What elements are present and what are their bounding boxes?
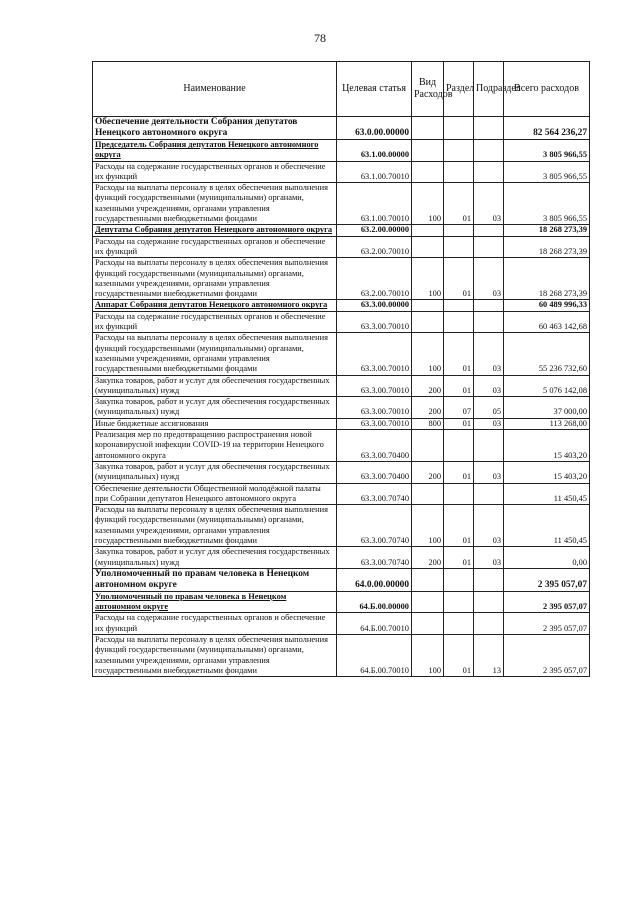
cell-section: [444, 430, 474, 462]
cell-section: [444, 613, 474, 635]
table-row: [93, 418, 590, 429]
cell-target-article: 63.2.00.70010: [337, 236, 412, 258]
cell-total: 11 450,45: [504, 483, 590, 505]
cell-subsection: [474, 225, 504, 236]
header-expense-type: Вид Расходов: [412, 62, 444, 117]
cell-subsection: [474, 591, 504, 613]
cell-name: Реализация мер по предотвращению распространения новой коронавирусной инфекции COVID-19 на территории Ненецкого автономного округа: [93, 430, 337, 462]
cell-section: 01: [444, 505, 474, 547]
cell-total: 0,00: [504, 547, 590, 569]
cell-expense-type: 800: [412, 418, 444, 429]
cell-expense-type: [412, 225, 444, 236]
cell-expense-type: [412, 311, 444, 333]
cell-name: Уполномоченный по правам человека в Ненецком автономном округе: [93, 591, 337, 613]
table-row: [93, 635, 590, 677]
table-row: [93, 613, 590, 635]
header-subsection: Подраздел: [474, 62, 504, 117]
cell-section: [444, 140, 474, 162]
cell-name: Обеспечение деятельности Общественной молодёжной палаты при Собрании депутатов Ненецкого автономного округа: [93, 483, 337, 505]
cell-total: 3 805 966,55: [504, 140, 590, 162]
cell-expense-type: 100: [412, 183, 444, 225]
cell-section: [444, 300, 474, 311]
cell-target-article: 64.Б.00.00000: [337, 591, 412, 613]
cell-subsection: [474, 311, 504, 333]
cell-expense-type: [412, 140, 444, 162]
cell-section: 01: [444, 333, 474, 375]
cell-subsection: [474, 483, 504, 505]
header-total: Всего расходов: [504, 62, 590, 117]
cell-target-article: 63.3.00.70010: [337, 375, 412, 397]
table-row: [93, 568, 590, 591]
cell-expense-type: [412, 483, 444, 505]
cell-expense-type: 100: [412, 258, 444, 300]
cell-section: [444, 117, 474, 140]
cell-name: Расходы на содержание государственных органов и обеспечение их функций: [93, 236, 337, 258]
cell-total: 60 463 142,68: [504, 311, 590, 333]
table-row: [93, 140, 590, 162]
cell-name: Закупка товаров, работ и услуг для обеспечения государственных (муниципальных) нужд: [93, 397, 337, 419]
cell-name: Уполномоченный по правам человека в Ненецком автономном округе: [93, 568, 337, 591]
cell-section: 01: [444, 418, 474, 429]
header-name: Наименование: [93, 62, 337, 117]
cell-name: Расходы на выплаты персоналу в целях обеспечения выполнения функций государственными (муниципальными) органами, казенными учреждениями, органами управления государственными внебюджетными фондами: [93, 258, 337, 300]
cell-total: 2 395 057,07: [504, 613, 590, 635]
cell-section: [444, 225, 474, 236]
cell-name: Аппарат Собрания депутатов Ненецкого автономного округа: [93, 300, 337, 311]
cell-target-article: 63.3.00.70400: [337, 430, 412, 462]
cell-total: 18 268 273,39: [504, 258, 590, 300]
table-row: [93, 333, 590, 375]
cell-subsection: 03: [474, 258, 504, 300]
table-row: [93, 258, 590, 300]
cell-target-article: 63.1.00.70010: [337, 161, 412, 183]
table-row: [93, 161, 590, 183]
cell-total: 82 564 236,27: [504, 117, 590, 140]
cell-section: 01: [444, 375, 474, 397]
cell-total: 2 395 057,07: [504, 635, 590, 677]
cell-target-article: 63.0.00.00000: [337, 117, 412, 140]
table-row: [93, 461, 590, 483]
cell-target-article: 63.3.00.70010: [337, 333, 412, 375]
cell-expense-type: 100: [412, 505, 444, 547]
cell-subsection: [474, 236, 504, 258]
table-row: [93, 505, 590, 547]
cell-section: 07: [444, 397, 474, 419]
cell-total: 15 403,20: [504, 430, 590, 462]
table-row: [93, 430, 590, 462]
cell-expense-type: 200: [412, 461, 444, 483]
cell-name: Расходы на содержание государственных органов и обеспечение их функций: [93, 311, 337, 333]
cell-total: 11 450,45: [504, 505, 590, 547]
cell-section: 01: [444, 183, 474, 225]
cell-expense-type: [412, 161, 444, 183]
cell-target-article: 63.3.00.70010: [337, 397, 412, 419]
cell-total: 15 403,20: [504, 461, 590, 483]
cell-subsection: 03: [474, 418, 504, 429]
table-row: [93, 311, 590, 333]
cell-section: [444, 161, 474, 183]
cell-total: 18 268 273,39: [504, 225, 590, 236]
cell-name: Расходы на содержание государственных органов и обеспечение их функций: [93, 161, 337, 183]
cell-target-article: 63.3.00.70400: [337, 461, 412, 483]
cell-target-article: 63.3.00.70010: [337, 418, 412, 429]
cell-subsection: 05: [474, 397, 504, 419]
cell-section: [444, 483, 474, 505]
table-row: [93, 117, 590, 140]
cell-name: Закупка товаров, работ и услуг для обеспечения государственных (муниципальных) нужд: [93, 547, 337, 569]
cell-expense-type: [412, 430, 444, 462]
table-row: [93, 236, 590, 258]
budget-table: [92, 61, 590, 677]
page-number: 78: [314, 31, 326, 45]
cell-expense-type: [412, 300, 444, 311]
cell-subsection: [474, 613, 504, 635]
table-row: [93, 591, 590, 613]
cell-expense-type: [412, 117, 444, 140]
cell-name: Расходы на содержание государственных органов и обеспечение их функций: [93, 613, 337, 635]
cell-name: Обеспечение деятельности Собрания депутатов Ненецкого автономного округа: [93, 117, 337, 140]
cell-name: Расходы на выплаты персоналу в целях обеспечения выполнения функций государственными (муниципальными) органами, казенными учреждениями, органами управления государственными внебюджетными фондами: [93, 333, 337, 375]
cell-expense-type: 100: [412, 333, 444, 375]
cell-expense-type: 200: [412, 397, 444, 419]
cell-expense-type: [412, 613, 444, 635]
cell-name: Закупка товаров, работ и услуг для обеспечения государственных (муниципальных) нужд: [93, 375, 337, 397]
cell-total: 5 076 142,08: [504, 375, 590, 397]
table-body: [93, 117, 590, 677]
cell-expense-type: [412, 591, 444, 613]
table-row: [93, 397, 590, 419]
cell-expense-type: 100: [412, 635, 444, 677]
cell-expense-type: [412, 236, 444, 258]
cell-section: 01: [444, 547, 474, 569]
cell-subsection: 03: [474, 333, 504, 375]
cell-name: Закупка товаров, работ и услуг для обеспечения государственных (муниципальных) нужд: [93, 461, 337, 483]
cell-expense-type: 200: [412, 375, 444, 397]
cell-section: 01: [444, 635, 474, 677]
cell-total: 37 000,00: [504, 397, 590, 419]
table-row: [93, 547, 590, 569]
cell-subsection: 13: [474, 635, 504, 677]
cell-total: 2 395 057,07: [504, 591, 590, 613]
cell-target-article: 64.Б.00.70010: [337, 635, 412, 677]
cell-subsection: 03: [474, 547, 504, 569]
cell-name: Расходы на выплаты персоналу в целях обеспечения выполнения функций государственными (муниципальными) органами, казенными учреждениями, органами управления государственными внебюджетными фондами: [93, 635, 337, 677]
cell-section: [444, 591, 474, 613]
cell-name: Депутаты Собрания депутатов Ненецкого автономного округа: [93, 225, 337, 236]
table-row: [93, 375, 590, 397]
cell-subsection: [474, 140, 504, 162]
cell-total: 113 268,00: [504, 418, 590, 429]
cell-target-article: 64.0.00.00000: [337, 568, 412, 591]
cell-name: Расходы на выплаты персоналу в целях обеспечения выполнения функций государственными (муниципальными) органами, казенными учреждениями, органами управления государственными внебюджетными фондами: [93, 505, 337, 547]
cell-name: Иные бюджетные ассигнования: [93, 418, 337, 429]
cell-subsection: 03: [474, 183, 504, 225]
table-row: [93, 300, 590, 311]
header-target-article: Целевая статья: [337, 62, 412, 117]
cell-subsection: [474, 430, 504, 462]
cell-total: 3 805 966,55: [504, 161, 590, 183]
cell-target-article: 63.2.00.00000: [337, 225, 412, 236]
cell-target-article: 63.3.00.70740: [337, 505, 412, 547]
table-row: [93, 225, 590, 236]
cell-expense-type: 200: [412, 547, 444, 569]
table-row: [93, 183, 590, 225]
cell-target-article: 63.3.00.70740: [337, 547, 412, 569]
cell-target-article: 63.3.00.00000: [337, 300, 412, 311]
cell-subsection: [474, 161, 504, 183]
cell-subsection: 03: [474, 461, 504, 483]
cell-name: Председатель Собрания депутатов Ненецкого автономного округа: [93, 140, 337, 162]
cell-subsection: 03: [474, 505, 504, 547]
cell-total: 2 395 057,07: [504, 568, 590, 591]
cell-target-article: 64.Б.00.70010: [337, 613, 412, 635]
cell-section: 01: [444, 258, 474, 300]
table-row: [93, 483, 590, 505]
cell-target-article: 63.1.00.70010: [337, 183, 412, 225]
header-section: Раздел: [444, 62, 474, 117]
cell-subsection: 03: [474, 375, 504, 397]
cell-total: 3 805 966,55: [504, 183, 590, 225]
table-header-row: [93, 62, 590, 117]
cell-target-article: 63.2.00.70010: [337, 258, 412, 300]
cell-subsection: [474, 300, 504, 311]
cell-total: 18 268 273,39: [504, 236, 590, 258]
cell-section: [444, 236, 474, 258]
cell-total: 55 236 732,60: [504, 333, 590, 375]
cell-expense-type: [412, 568, 444, 591]
cell-target-article: 63.3.00.70010: [337, 311, 412, 333]
cell-target-article: 63.3.00.70740: [337, 483, 412, 505]
cell-name: Расходы на выплаты персоналу в целях обеспечения выполнения функций государственными (муниципальными) органами, казенными учреждениями, органами управления государственными внебюджетными фондами: [93, 183, 337, 225]
cell-target-article: 63.1.00.00000: [337, 140, 412, 162]
cell-subsection: [474, 568, 504, 591]
cell-section: [444, 311, 474, 333]
cell-subsection: [474, 117, 504, 140]
cell-total: 60 489 996,33: [504, 300, 590, 311]
cell-section: 01: [444, 461, 474, 483]
cell-section: [444, 568, 474, 591]
